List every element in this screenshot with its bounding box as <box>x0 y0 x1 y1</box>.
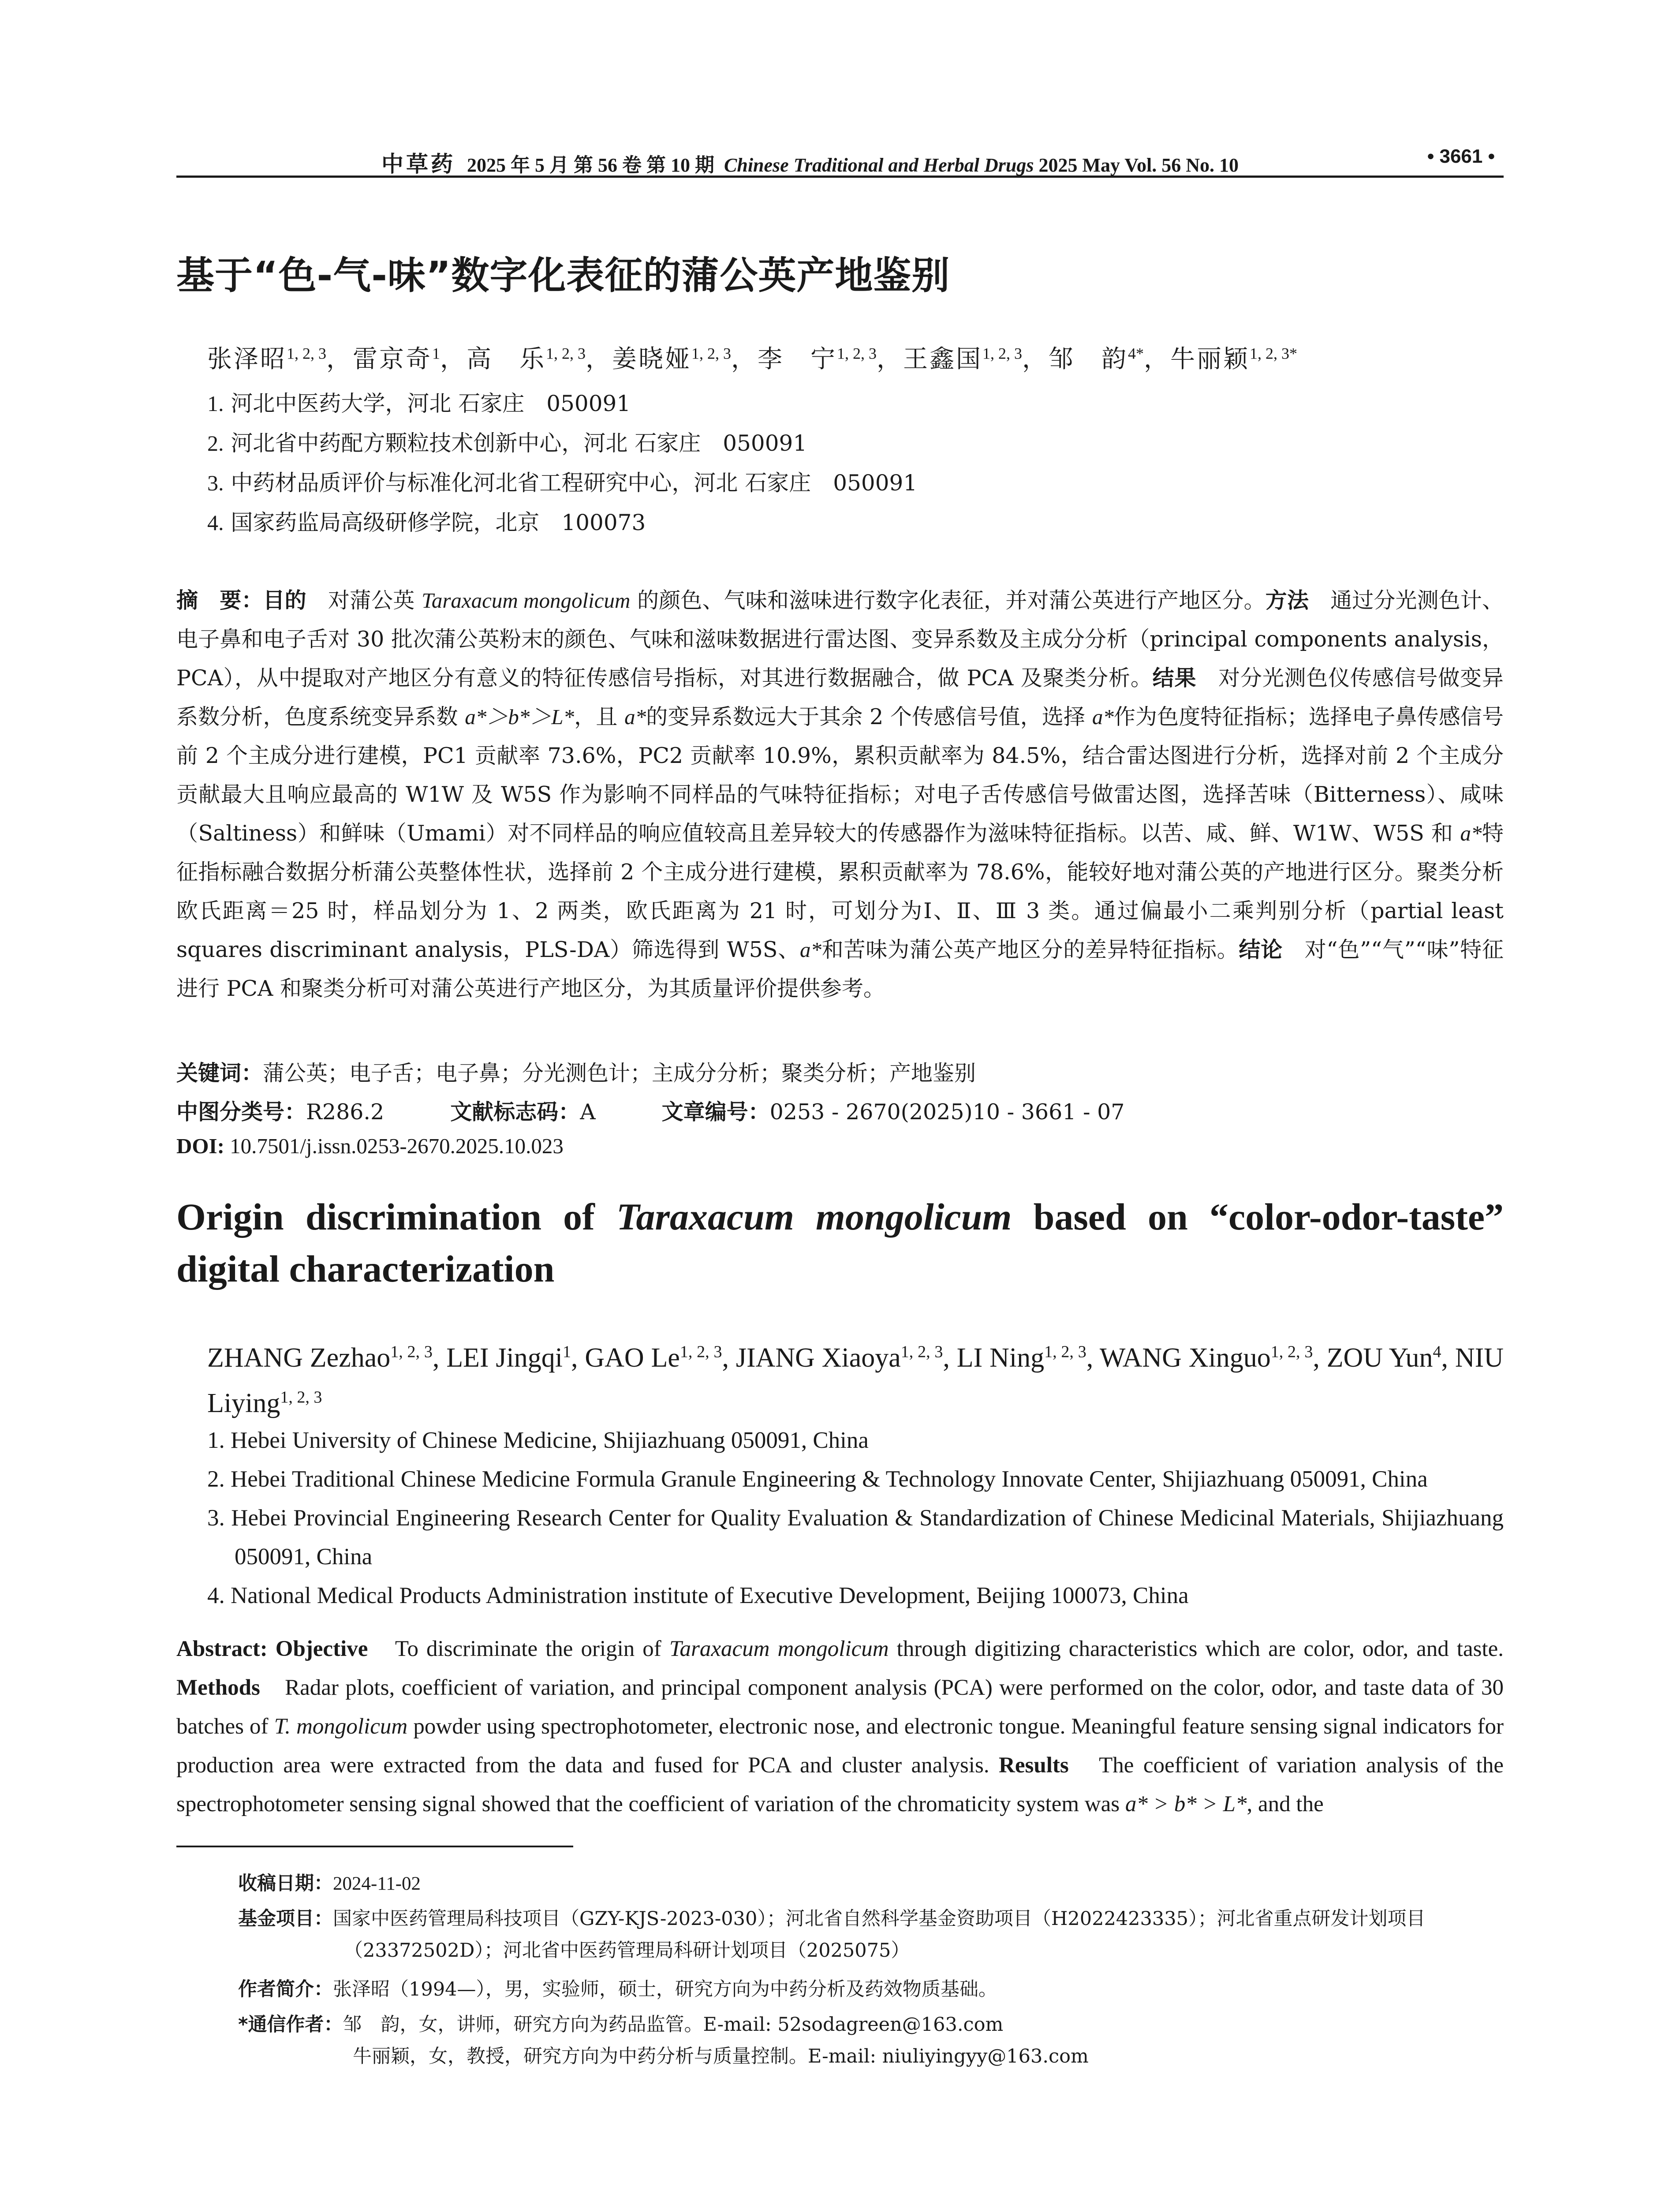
doi-line[interactable]: DOI: 10.7501/j.issn.0253-2670.2025.10.023 <box>176 1134 564 1158</box>
author-en: WANG Xinguo$^{1, 2, 3}$, <box>1099 1342 1327 1373</box>
affiliation-cn-1: 1. 河北中医药大学，河北 石家庄 050091 <box>207 391 631 416</box>
author-en: JIANG Xiaoya$^{1, 2, 3}$, <box>735 1342 957 1373</box>
author-cn: 李 宁$^{1, 2, 3}$， <box>758 344 903 374</box>
running-header <box>176 140 1504 178</box>
footnote-divider <box>176 1846 573 1847</box>
author-en: LEI Jingqi$^1$, <box>446 1342 585 1373</box>
affiliation-cn-4: 4. 国家药监局高级研修学院，北京 100073 <box>207 510 646 535</box>
abstract-label-en: Abstract: Objective <box>176 1637 368 1661</box>
author-en: GAO Le$^{1, 2, 3}$, <box>585 1342 736 1373</box>
journal-logo-cn: 中草药 <box>381 151 455 177</box>
abstract-cn: 摘 要：目的 对蒲公英 Taraxacum mongolicum 的颜色、气味和滋味进行数字化表征，并对蒲公英进行产地区分。方法 通过分光测色计、电子鼻和电子舌对 30 批次蒲公英粉末的颜色、气味和滋味数据进行雷达图、变异系数及主成分分析（principal components analysis，PCA），从中提取对产地区分有意义的特征传感信号指标，对其进行数据融合，做 PCA 及聚类分析。结果 对分光测色仪传感信号做变异系数分析，色度系统变异系数 a*＞b*＞L*，且 a*的变异系数远大于其余 2 个传感信号值，选择 a*作为色度特征指标；选择电子鼻传感信号前 2 个主成分进行建模，PC1 贡献率 73.6%，PC2 贡献率 10.9%，累积贡献率为 84.5%，结合雷达图进行分析，选择对前 2 个主成分贡献最大且响应最高的 W1W 及 W5S 作为影响不同样品的气味特征指标；对电子舌传感信号做雷达图，选择苦味（Bitterness）、咸味（Saltiness）和鲜味（Umami）对不同样品的响应值较高且差异较大的传感器作为滋味特征指标。以苦、咸、鲜、W1W、W5S 和 a*特征指标融合数据分析蒲公英整体性状，选择前 2 个主成分进行建模，累积贡献率为 78.6%，能较好地对蒲公英的产地进行区分。聚类分析欧氏距离＝25 时，样品划分为 1、2 两类，欧氏距离为 21 时，可划分为Ⅰ、Ⅱ、Ⅲ 3 类。通过偏最小二乘判别分析（partial least squares discriminant analysis，PLS-DA）筛选得到 W5S、a*和苦味为蒲公英产地区分的差异特征指标。结论 对“色”“气”“味”特征进行 PCA 和聚类分析可对蒲公英进行产地区分，为其质量评价提供参考。 <box>176 588 1504 1001</box>
abstract-en: Abstract: Objective To discriminate the origin of Taraxacum mongolicum through digitizing characteristics which are color, odor, and taste. Methods Radar plots, coefficient of variation, and principal component analysis (PCA) were performed on the color, odor, and taste data of 30 batches of T. mongolicum powder using spectrophotometer, electronic nose, and electronic tongue. Meaningful feature sensing signal indicators for production area were extracted from the data and fused for PCA and cluster analysis. Results The coefficient of variation analysis of the spectrophotometer sensing signal showed that the coefficient of variation of the chromaticity system was a* > b* > L*, and the <box>176 1637 1504 1816</box>
author-cn: 邹 韵$^{4*}$， <box>1049 344 1170 374</box>
affiliation-cn-3: 3. 中药材品质评价与标准化河北省工程研究中心，河北 石家庄 050091 <box>207 470 918 496</box>
footnote-received: 收稿日期：2024-11-02 <box>238 1872 421 1895</box>
author-cn: 牛丽颖$^{1, 2, 3*}$ <box>1170 344 1297 374</box>
footnote-corresponding: *通信作者：邹 韵，女，讲师，研究方向为药品监管。E-mail: 52sodagreen@163.com 牛丽颖，女，教授，研究方向为中药分析与质量控制。E-mail: niuliyingyy@163.com <box>238 2014 1089 2067</box>
affiliation-en-3: 3. Hebei Provincial Engineering Research Center for Quality Evaluation & Standardization of Chinese Medicinal Materials, Shijiazhuang 050091, China <box>207 1505 1504 1570</box>
author-en: ZOU Yun$^4$, <box>1326 1342 1455 1373</box>
header-journal-info <box>381 146 1239 178</box>
author-en: ZHANG Zezhao$^{1, 2, 3}$, <box>207 1342 447 1373</box>
footnote-author-bio: 作者简介：张泽昭（1994—），男，实验师，硕士，研究方向为中药分析及药效物质基础。 <box>238 1978 997 2000</box>
header-issue-en: 2025 May Vol. 56 No. 10 <box>1038 154 1239 176</box>
author-cn: 高 乐$^{1, 2, 3}$， <box>467 344 612 374</box>
affiliation-en-4: 4. National Medical Products Administration institute of Executive Development, Beijing 100073, China <box>207 1583 1189 1608</box>
abstract-label-cn: 摘 要： <box>176 588 263 613</box>
author-cn: 姜晓娅$^{1, 2, 3}$， <box>612 344 758 374</box>
header-issue-cn: 2025 年 5 月 第 56 卷 第 10 期 <box>467 154 714 176</box>
affiliations-en <box>207 1421 1504 1615</box>
author-cn: 雷京奇$^1$， <box>353 344 467 374</box>
affiliation-cn-2: 2. 河北省中药配方颗粒技术创新中心，河北 石家庄 050091 <box>207 430 807 456</box>
author-cn: 张泽昭$^{1, 2, 3}$， <box>207 344 353 374</box>
keywords-cn: 关键词：蒲公英；电子舌；电子鼻；分光测色计；主成分分析；聚类分析；产地鉴别 <box>176 1061 976 1086</box>
author-en: LI Ning$^{1, 2, 3}$, <box>956 1342 1100 1373</box>
author-cn: 王鑫国$^{1, 2, 3}$， <box>903 344 1049 374</box>
author-list-en <box>207 1332 1504 1423</box>
author-en: NIU Liying$^{1, 2, 3}$ <box>207 1342 1504 1419</box>
classification-line: 中图分类号：R286.2 文献标志码：A 文章编号：0253 - 2670(2025)10 - 3661 - 07 <box>176 1099 1125 1125</box>
article-title-en: Origin discrimination of Taraxacum mongolicum based on “color-odor-taste” digital characterization <box>176 1196 1504 1290</box>
author-list-cn <box>207 340 1504 375</box>
page-number: • 3661 • <box>1427 146 1495 167</box>
affiliation-en-1: 1. Hebei University of Chinese Medicine, Shijiazhuang 050091, China <box>207 1428 869 1453</box>
footnote-fund: 基金项目：国家中医药管理局科技项目（GZY-KJS-2023-030）；河北省自然科学基金资助项目（H2022423335）；河北省重点研发计划项目 （23372502D）；河北省中医药管理局科研计划项目（2025075） <box>238 1908 1426 1962</box>
header-journal-en: Chinese Traditional and Herbal Drugs <box>724 154 1034 176</box>
article-title-cn: 基于“色-气-味”数字化表征的蒲公英产地鉴别 <box>176 254 950 298</box>
affiliation-en-2: 2. Hebei Traditional Chinese Medicine Formula Granule Engineering & Technology Innovate Center, Shijiazhuang 050091, China <box>207 1466 1428 1492</box>
